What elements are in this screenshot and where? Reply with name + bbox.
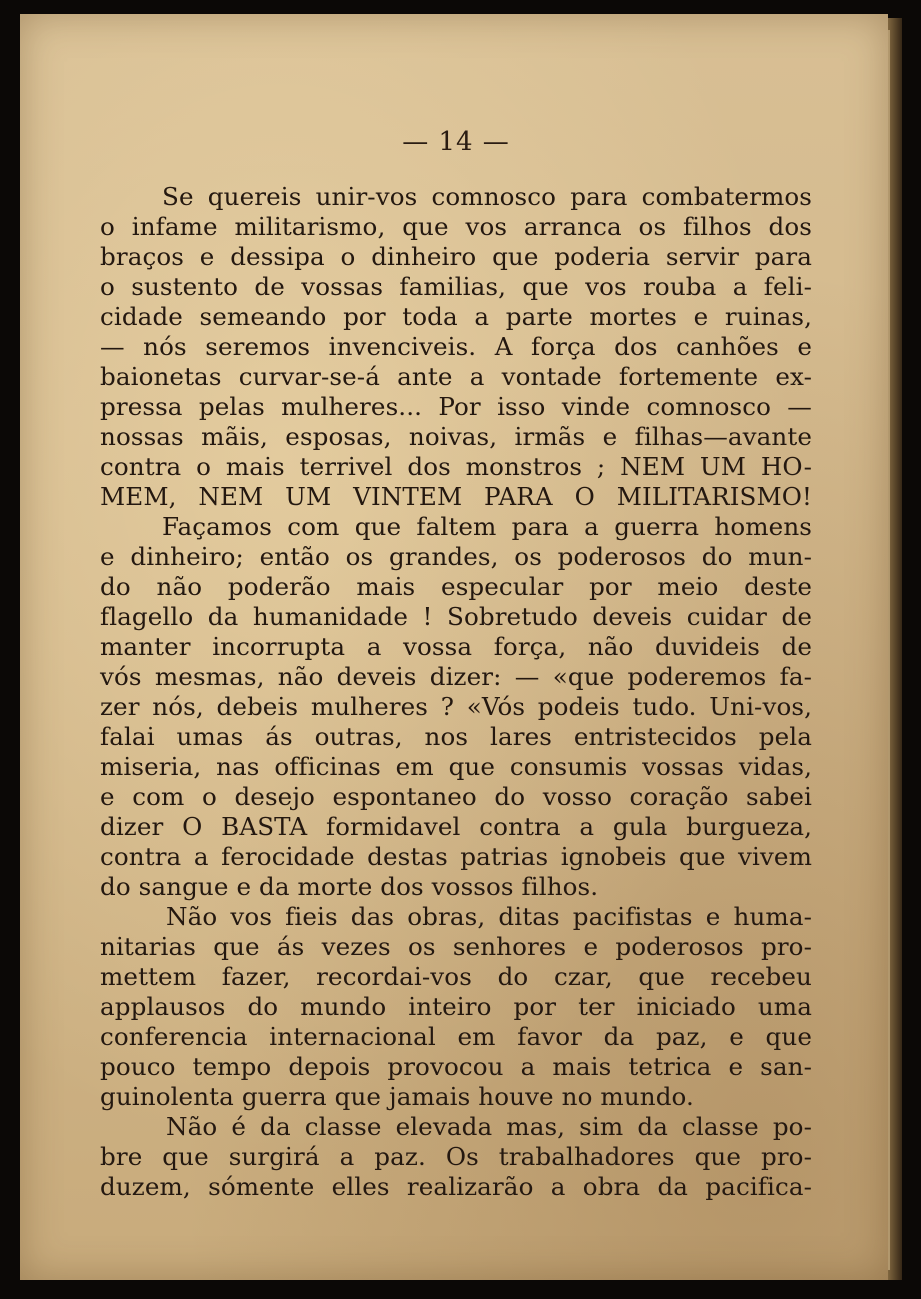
text-line: o infame militarismo, que vos arranca os filhos dos [100, 212, 812, 241]
text-line: cidade semeando por toda a parte mortes e ruinas, [100, 302, 812, 331]
text-line: dizer O BASTA formidavel contra a gula burgueza, [100, 812, 812, 841]
text-line: do sangue e da morte dos vossos filhos. [100, 872, 599, 901]
text-line: applausos do mundo inteiro por ter iniciado uma [100, 992, 812, 1021]
text-line: e dinheiro; então os grandes, os poderosos do mun- [100, 542, 812, 571]
text-line: — nós seremos invenciveis. A força dos canhões e [100, 332, 812, 361]
text-line: pouco tempo depois provocou a mais tetrica e san- [100, 1052, 812, 1081]
text-line: contra a ferocidade destas patrias ignobeis que vivem [100, 842, 812, 871]
text-line: nitarias que ás vezes os senhores e poderosos pro- [100, 932, 812, 961]
text-line: do não poderão mais especular por meio deste [100, 572, 812, 601]
text-line: nossas mãis, esposas, noivas, irmãs e filhas—avante [100, 422, 812, 451]
text-line: miseria, nas officinas em que consumis vossas vidas, [100, 752, 812, 781]
text-line: pressa pelas mulheres... Por isso vinde comnosco — [100, 392, 812, 421]
text-line: contra o mais terrivel dos monstros ; NEM UM HO- [100, 452, 812, 481]
page-number: — 14 — [402, 127, 510, 157]
text-line: vós mesmas, não deveis dizer: — «que poderemos fa- [100, 662, 812, 691]
text-line: bre que surgirá a paz. Os trabalhadores que pro- [100, 1142, 812, 1171]
text-line: Não é da classe elevada mas, sim da classe po- [166, 1112, 812, 1141]
text-line: duzem, sómente elles realizarão a obra da pacifica- [100, 1172, 812, 1201]
paper-sheet [20, 14, 888, 1280]
text-line: falai umas ás outras, nos lares entristecidos pela [100, 722, 812, 751]
text-line: MEM, NEM UM VINTEM PARA O MILITARISMO! [100, 482, 812, 511]
text-line: conferencia internacional em favor da paz, e que [100, 1022, 812, 1051]
text-line: Não vos fieis das obras, ditas pacifistas e huma- [166, 902, 812, 931]
text-line: braços e dessipa o dinheiro que poderia servir para [100, 242, 812, 271]
text-line: e com o desejo espontaneo do vosso coração sabei [100, 782, 812, 811]
text-line: manter incorrupta a vossa força, não duvideis de [100, 632, 812, 661]
text-line: flagello da humanidade ! Sobretudo deveis cuidar de [100, 602, 812, 631]
text-line: Façamos com que faltem para a guerra homens [162, 512, 812, 541]
text-line: baionetas curvar-se-á ante a vontade fortemente ex- [100, 362, 812, 391]
text-line: zer nós, debeis mulheres ? «Vós podeis tudo. Uni-vos, [100, 692, 812, 721]
text-line: mettem fazer, recordai-vos do czar, que recebeu [100, 962, 812, 991]
text-line: o sustento de vossas familias, que vos rouba a feli- [100, 272, 812, 301]
text-line: Se quereis unir-vos comnosco para combatermos [162, 182, 812, 211]
text-line: guinolenta guerra que jamais houve no mundo. [100, 1082, 694, 1111]
